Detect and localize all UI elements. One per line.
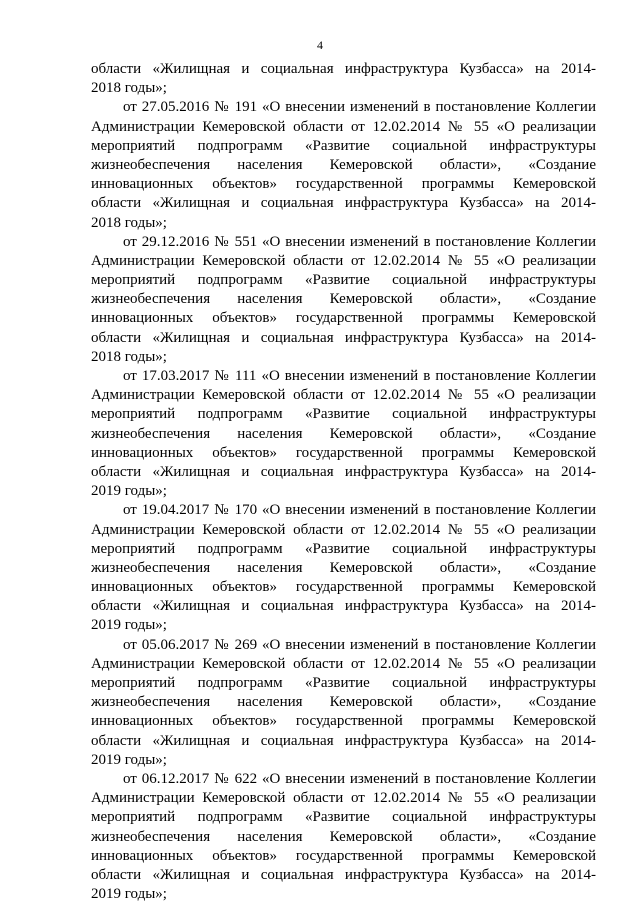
text-line: от 27.05.2016 № 191 «О внесении изменений в постановление Коллегии: [123, 99, 596, 116]
text-line: от 17.03.2017 № 111 «О внесении изменений в постановление Коллегии: [123, 368, 596, 384]
text-line: 2019 годы»;: [91, 751, 167, 768]
text-line: области «Жилищная и социальная инфраструктура Кузбасса» на 2014-: [91, 195, 596, 212]
decree-entry: [91, 501, 596, 635]
text-line: 2018 годы»;: [91, 348, 167, 365]
text-line: мероприятий подпрограмм «Развитие социальной инфраструктуры: [91, 675, 596, 691]
text-line: Администрации Кемеровской области от 12.02.2014 № 55 «О реализации: [91, 252, 596, 269]
text-line: 2019 годы»;: [91, 886, 167, 903]
text-line: области «Жилищная и социальная инфраструктура Кузбасса» на 2014-: [91, 732, 596, 749]
text-line: жизнеобеспечения населения Кемеровской области», «Создание: [91, 156, 596, 173]
text-line: области «Жилищная и социальная инфраструктура Кузбасса» на 2014-: [91, 329, 596, 346]
decree-entry: [91, 367, 596, 501]
text-line: области «Жилищная и социальная инфраструктура Кузбасса» на 2014-: [91, 463, 596, 480]
text-line: Администрации Кемеровской области от 12.02.2014 № 55 «О реализации: [91, 790, 596, 807]
text-line: Администрации Кемеровской области от 12.02.2014 № 55 «О реализации: [91, 655, 596, 672]
text-line: мероприятий подпрограмм «Развитие социальной инфраструктуры: [91, 540, 596, 557]
text-line: 2018 годы»;: [91, 214, 167, 231]
text-line: от 19.04.2017 № 170 «О внесении изменений в постановление Коллегии: [123, 502, 596, 519]
decree-entry: [91, 98, 596, 232]
text-line: мероприятий подпрограмм «Развитие социальной инфраструктуры: [91, 809, 596, 826]
text-line: инновационных объектов» государственной программы Кемеровской: [91, 176, 596, 193]
text-line: жизнеобеспечения населения Кемеровской области», «Создание: [91, 828, 596, 845]
text-line: мероприятий подпрограмм «Развитие социальной инфраструктуры: [91, 272, 596, 289]
decree-entry: [91, 233, 596, 367]
text-line: инновационных объектов» государственной программы Кемеровской: [91, 579, 596, 596]
text-line: от 06.12.2017 № 622 «О внесении изменений в постановление Коллегии: [123, 770, 596, 787]
text-line: жизнеобеспечения населения Кемеровской области», «Создание: [91, 291, 596, 308]
text-line: Администрации Кемеровской области от 12.02.2014 № 55 «О реализации: [91, 387, 596, 404]
text-line: инновационных объектов» государственной программы Кемеровской: [91, 444, 596, 461]
decree-entry: [91, 60, 596, 98]
text-line: области «Жилищная и социальная инфраструктура Кузбасса» на 2014-: [91, 61, 596, 77]
text-line: 2018 годы»;: [91, 80, 167, 97]
text-line: 2019 годы»;: [91, 617, 167, 634]
text-line: жизнеобеспечения населения Кемеровской области», «Создание: [91, 425, 596, 442]
text-line: Администрации Кемеровской области от 12.02.2014 № 55 «О реализации: [91, 521, 596, 538]
text-line: жизнеобеспечения населения Кемеровской области», «Создание: [91, 694, 596, 711]
text-line: мероприятий подпрограмм «Развитие социальной инфраструктуры: [91, 406, 596, 423]
document-body: [91, 60, 596, 904]
text-line: области «Жилищная и социальная инфраструктура Кузбасса» на 2014-: [91, 598, 596, 615]
page-number: 4: [317, 38, 323, 52]
text-line: мероприятий подпрограмм «Развитие социальной инфраструктуры: [91, 137, 596, 154]
text-line: 2019 годы»;: [91, 483, 167, 500]
decree-entry: [91, 770, 596, 904]
text-line: от 29.12.2016 № 551 «О внесении изменений в постановление Коллегии: [123, 233, 596, 250]
text-line: инновационных объектов» государственной программы Кемеровской: [91, 847, 596, 864]
text-line: инновационных объектов» государственной программы Кемеровской: [91, 310, 596, 327]
text-line: жизнеобеспечения населения Кемеровской области», «Создание: [91, 559, 596, 576]
text-line: области «Жилищная и социальная инфраструктура Кузбасса» на 2014-: [91, 866, 596, 883]
text-line: инновационных объектов» государственной программы Кемеровской: [91, 713, 596, 730]
text-line: от 05.06.2017 № 269 «О внесении изменений в постановление Коллегии: [123, 636, 596, 653]
text-line: Администрации Кемеровской области от 12.02.2014 № 55 «О реализации: [91, 118, 596, 135]
decree-entry: [91, 636, 596, 770]
